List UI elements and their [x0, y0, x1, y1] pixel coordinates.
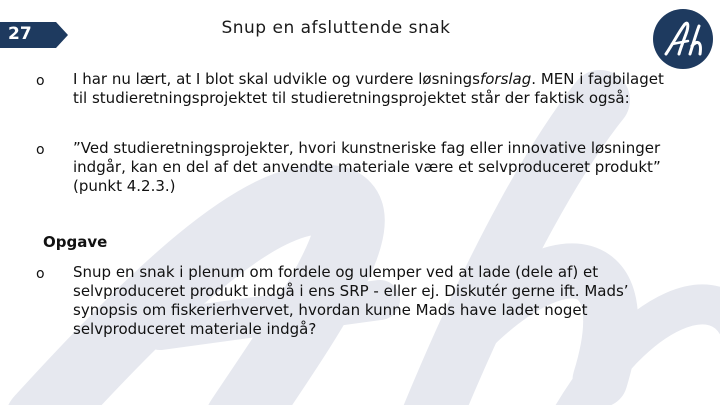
bullet-text-1: I har nu lært, at I blot skal udvikle og vurdere løsningsforslag. MEN i fagbilaget til studieretningsprojektet til studieretningsprojektet står der faktisk også: [73, 70, 664, 107]
task-bullet-text: Snup en snak i plenum om fordele og ulemper ved at lade (dele af) et selvproduceret produkt indgå i ens SRP - eller ej. Diskutér gerne ift. Mads’ synopsis om fiskerierhvervet, hvordan kunne Mads have ladet noget selvproduceret materiale indgå? [73, 263, 629, 338]
slide-number: 27 [8, 24, 32, 44]
bullet-marker: o [36, 73, 45, 89]
slide-title: Snup en afsluttende snak [221, 18, 451, 38]
task-heading: Opgave [43, 233, 108, 251]
italic-emphasis: forslag [479, 70, 532, 88]
bullet-marker: o [36, 266, 45, 282]
logo-icon [652, 8, 714, 70]
bullet-marker: o [36, 142, 45, 158]
bullet-text-2: ”Ved studieretningsprojekter, hvori kunstneriske fag eller innovative løsninger indgår, kan en del af det anvendte materiale være et selvproduceret produkt” (punkt 4.2.3.) [73, 139, 661, 195]
